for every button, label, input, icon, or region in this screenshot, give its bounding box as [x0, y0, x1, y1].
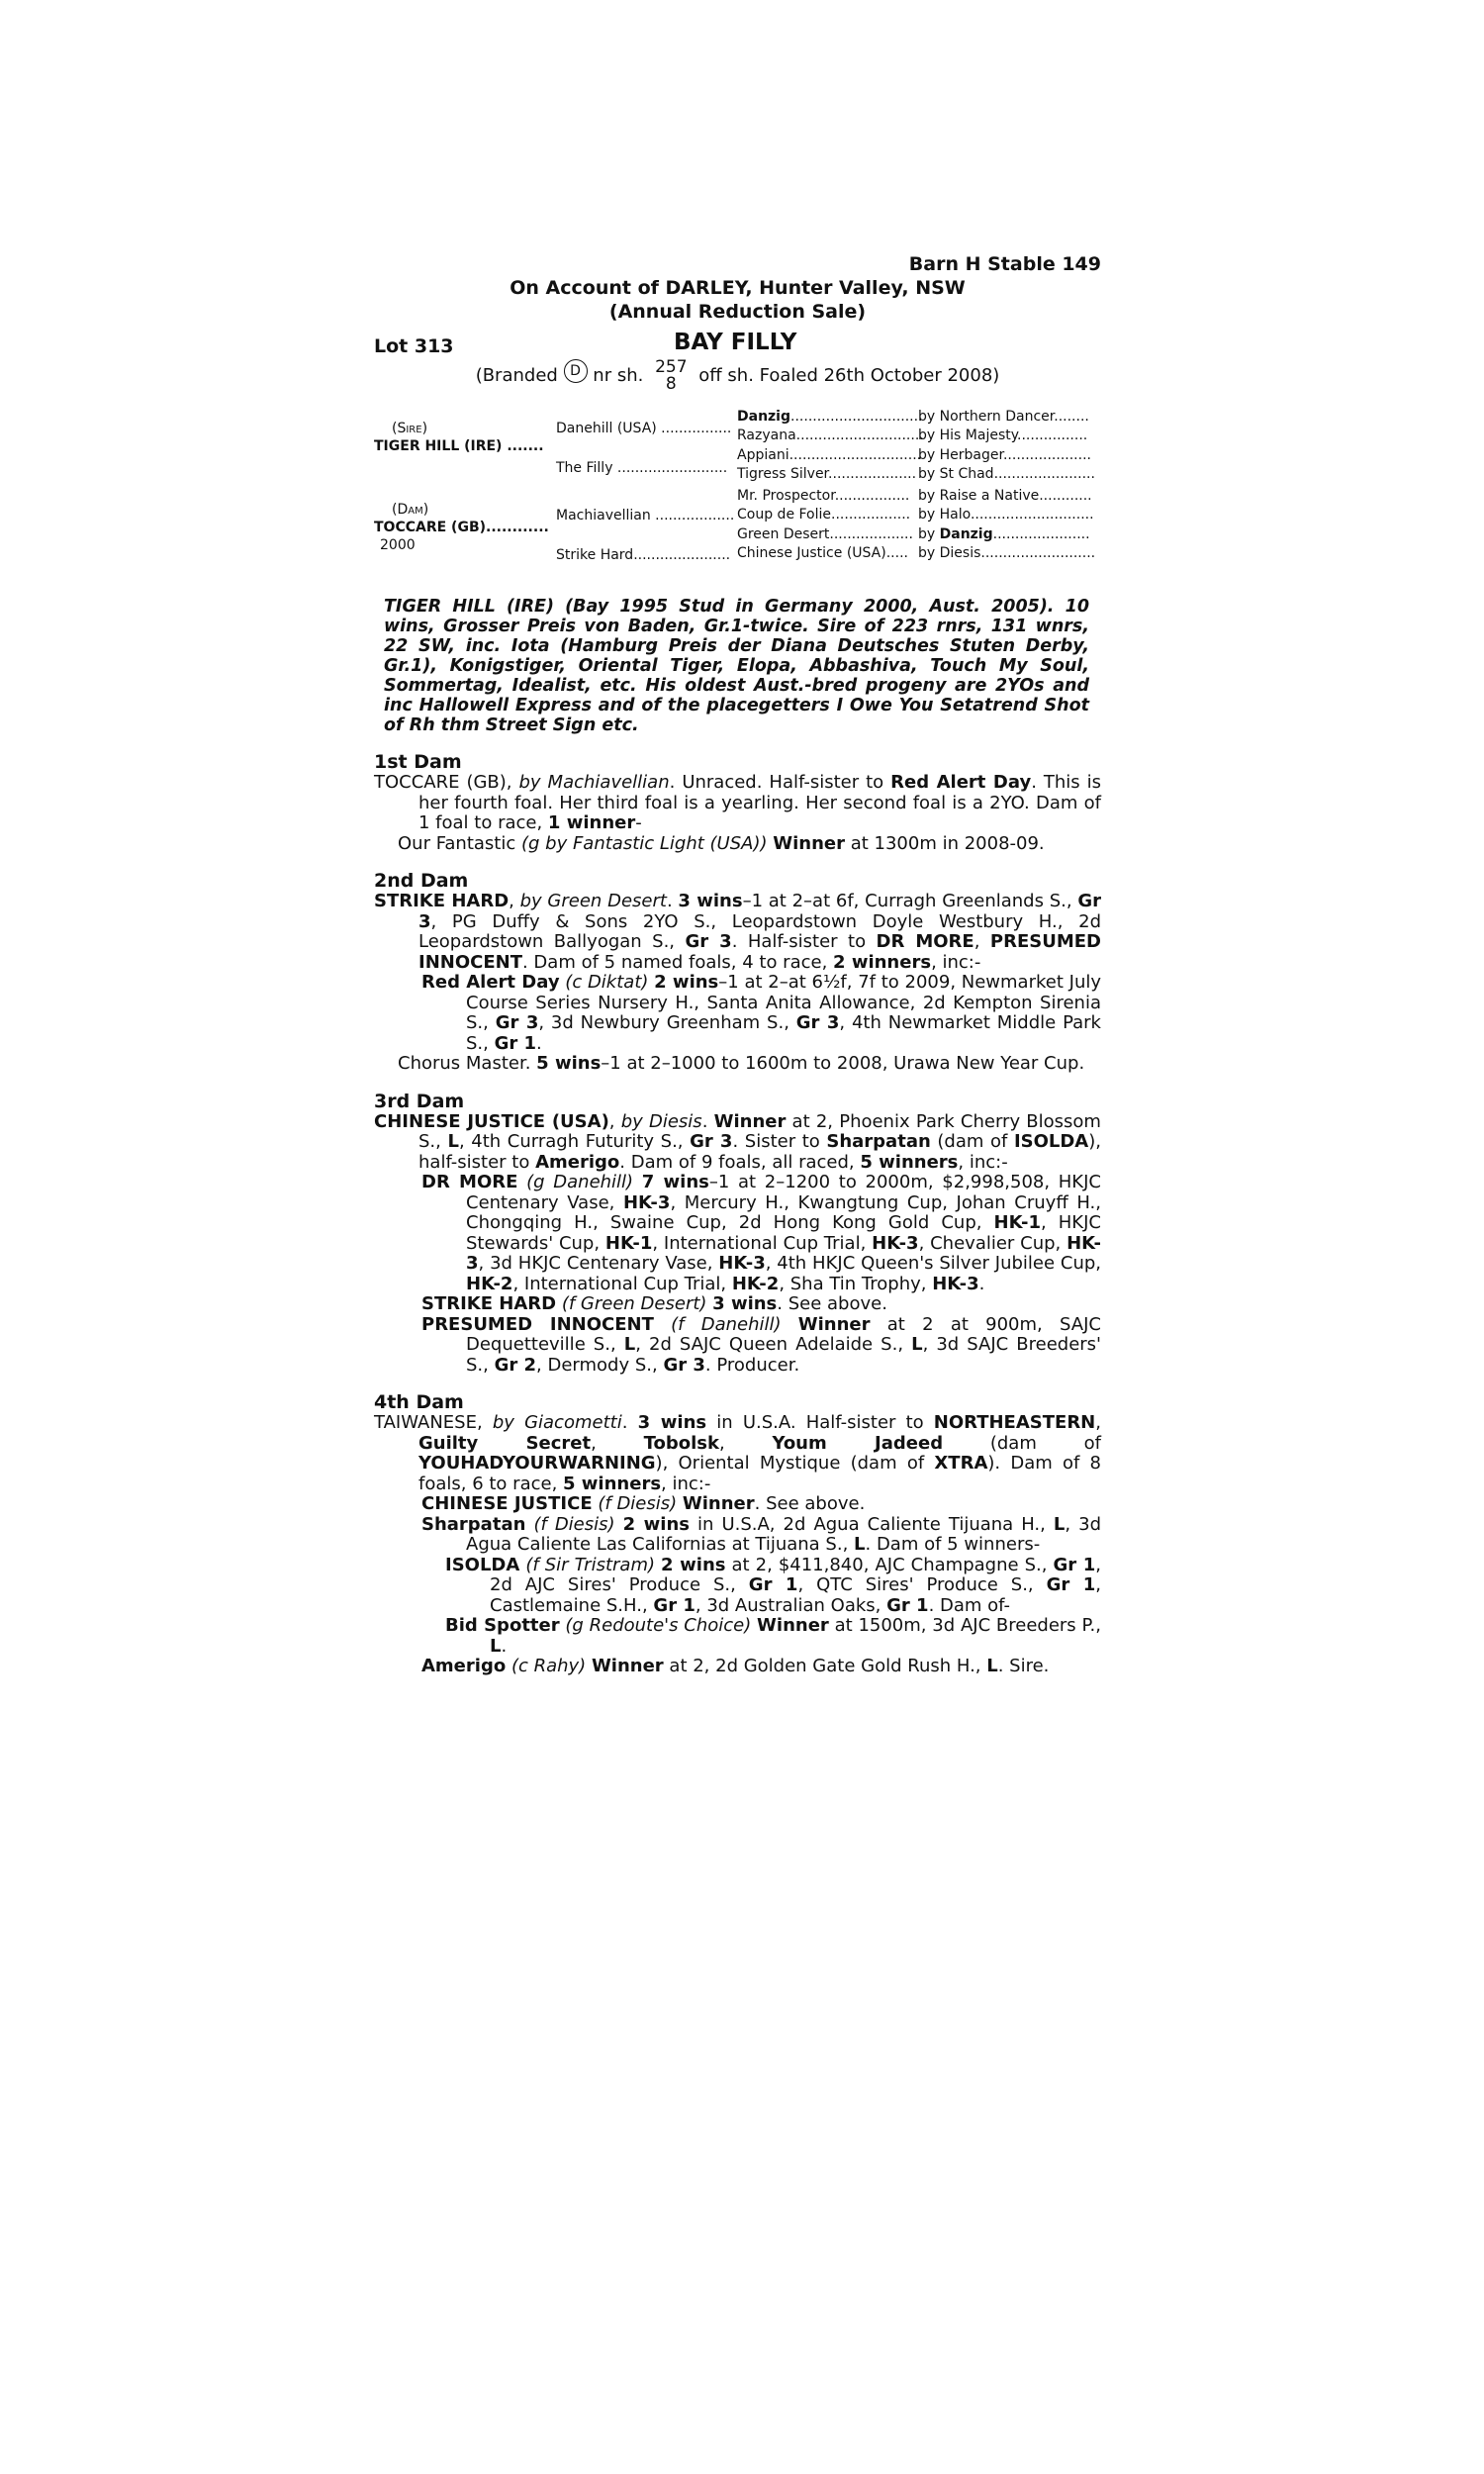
brand-prefix: (Branded	[475, 365, 558, 386]
italic-text: (f Diesis)	[533, 1513, 615, 1535]
text-run: , International Cup Trial,	[512, 1273, 732, 1294]
ggp-1	[737, 409, 923, 425]
text-run	[654, 1314, 671, 1335]
text-run: , 2d AJC Sires' Produce S.,	[490, 1554, 1101, 1595]
text-run: . Producer.	[704, 1354, 800, 1376]
pedigree-entry	[374, 1315, 1101, 1377]
horse-name: Tigress Silver	[737, 466, 829, 482]
text-run: TAIWANESE,	[374, 1412, 493, 1433]
bold-text: Winner	[682, 1493, 755, 1514]
text-run: , Castlemaine S.H.,	[490, 1574, 1101, 1616]
text-run: ). Dam of 8 foals, 6 to race,	[418, 1453, 1101, 1494]
bold-text: Winner	[773, 832, 845, 854]
ggp-sire-7	[918, 526, 1090, 542]
bold-text: 5 winners	[860, 1151, 959, 1173]
horse-name: Raise a Native	[939, 488, 1040, 504]
bold-text: Youm Jadeed	[772, 1432, 944, 1454]
dam-name: TOCCARE (GB)............	[374, 520, 549, 535]
leader-dots: ..............................	[788, 447, 922, 463]
italic-text: (f Sir Tristram)	[525, 1554, 656, 1575]
bold-text: ISOLDA	[1013, 1131, 1089, 1152]
bold-text: HK-2	[466, 1273, 513, 1294]
bold-text: 3 wins	[637, 1412, 707, 1433]
text-run: at 1300m in 2008-09.	[845, 832, 1045, 854]
text-run: ,	[974, 931, 990, 952]
text-run: .	[701, 1110, 714, 1132]
ggp-sire-4	[918, 466, 1095, 482]
text-run: at 2 at 900m, SAJC Dequetteville S.,	[466, 1313, 1101, 1355]
sire-label: (Sire)	[392, 421, 428, 436]
brand-fraction	[655, 359, 687, 393]
bold-text: Gr 1	[886, 1594, 929, 1616]
horse-name: Northern Dancer	[939, 409, 1055, 425]
bold-text: Gr 1	[748, 1574, 798, 1595]
bold-text: NORTHEASTERN	[933, 1412, 1096, 1433]
text-run: . This is her fourth foal. Her third foal is a yearling. Her second foal is a 2YO. Dam of 1 foal to race,	[418, 772, 1102, 833]
bold-text: Winner	[591, 1656, 664, 1676]
pedigree-entry	[374, 1494, 1101, 1515]
text-run: . Unraced. Half-sister to	[669, 772, 891, 793]
text-run: , Dermody S.,	[536, 1354, 664, 1376]
bold-text: L	[854, 1534, 866, 1555]
by-prefix: by	[918, 507, 940, 523]
bold-text: Winner	[797, 1313, 871, 1335]
brand-mid: nr sh.	[593, 365, 644, 386]
text-run: in U.S.A. Half-sister to	[706, 1412, 934, 1433]
text-run: .	[666, 891, 679, 911]
brand-line	[374, 359, 1101, 403]
italic-text: by Machiavellian	[518, 772, 670, 793]
lot-line	[374, 330, 1101, 359]
brand-circle-mark: D	[564, 359, 588, 383]
pedigree-entry	[374, 892, 1101, 973]
bold-text: 2 winners	[833, 951, 932, 973]
bold-text: STRIKE HARD	[374, 891, 510, 911]
text-run: (dam of	[943, 1432, 1101, 1454]
text-run: .	[621, 1412, 638, 1433]
italic-text: by Giacometti	[492, 1412, 622, 1433]
pedigree-entry	[374, 773, 1101, 834]
bold-text: HK-3	[466, 1232, 1101, 1274]
bold-text: HK-3	[932, 1273, 979, 1294]
text-run	[615, 1514, 623, 1535]
text-run: . Dam of 5 winners-	[865, 1534, 1041, 1555]
text-run: at 2, 2d Golden Gate Gold Rush H.,	[663, 1656, 987, 1676]
pedigree-entry	[374, 1657, 1101, 1677]
bold-text: Amerigo	[421, 1656, 507, 1676]
leader-dots: ............	[1039, 488, 1092, 504]
text-run: . Dam of 5 named foals, 4 to race,	[521, 951, 834, 973]
lot-number: Lot 313	[374, 335, 454, 357]
leader-dots: .......................	[993, 466, 1095, 482]
leader-dots: .....	[885, 545, 908, 561]
italic-text: (g Redoute's Choice)	[565, 1615, 752, 1636]
ggp-4	[737, 466, 916, 482]
by-prefix: by	[918, 466, 940, 482]
bold-text: CHINESE JUSTICE	[421, 1493, 593, 1514]
text-run: , 3d Newbury Greenham S.,	[538, 1012, 796, 1033]
bold-text: YOUHADYOURWARNING	[418, 1453, 656, 1474]
text-run: ,	[718, 1432, 773, 1454]
barn-stable: Barn H Stable 149	[908, 253, 1101, 275]
dam-label: (Dam)	[392, 502, 429, 518]
ggp-8	[737, 545, 908, 561]
horse-name: St Chad	[939, 466, 994, 482]
ggp-sire-8	[918, 545, 1095, 561]
leader-dots: ....................	[828, 466, 917, 482]
bold-text: STRIKE HARD	[421, 1293, 557, 1314]
bold-text: 1 winner	[547, 812, 636, 833]
leader-dots: ................	[1017, 428, 1088, 443]
leader-dots: ..............................	[790, 409, 923, 425]
dam-lines	[374, 751, 1101, 1677]
italic-text: (g Danehill)	[526, 1172, 634, 1192]
text-run: in U.S.A, 2d Agua Caliente Tijuana H.,	[690, 1513, 1054, 1535]
bold-text: Gr 1	[653, 1594, 696, 1616]
text-run: , International Cup Trial,	[652, 1232, 873, 1254]
text-run: ,	[1095, 1412, 1101, 1433]
bold-text: HK-3	[872, 1232, 919, 1254]
italic-text: (f Green Desert)	[561, 1293, 707, 1314]
text-run: Chorus Master.	[398, 1053, 537, 1074]
ggp-sire-5	[918, 488, 1092, 504]
by-prefix: by	[918, 447, 940, 463]
bold-text: Gr 3	[685, 931, 732, 952]
bold-text: Winner	[757, 1615, 829, 1636]
pedigree-entry	[374, 1112, 1101, 1174]
bold-text: Gr 3	[795, 1012, 840, 1033]
bold-text: Gr 3	[495, 1012, 539, 1033]
bold-text: L	[986, 1656, 998, 1676]
horse-name: Appiani	[737, 447, 789, 463]
grandsire-2: The Filly .........................	[556, 460, 728, 476]
text-run: ), Oriental Mystique (dam of	[655, 1453, 935, 1474]
brand-suffix: off sh. Foaled 26th October 2008)	[698, 365, 1000, 386]
bold-text: HK-1	[604, 1232, 653, 1254]
text-run: , 3d Agua Caliente Las Californias at Tijuana S.,	[466, 1513, 1102, 1555]
section-heading: 3rd Dam	[374, 1090, 465, 1112]
text-run: –1 at 2–1200 to 2000m, $2,998,508, HKJC Centenary Vase,	[466, 1172, 1101, 1213]
text-run: .	[978, 1273, 985, 1294]
bold-text: 3 wins	[712, 1293, 778, 1314]
text-run	[517, 1172, 526, 1192]
text-run: –1 at 2–at 6f, Curragh Greenlands S.,	[742, 891, 1078, 911]
text-run: .	[501, 1635, 508, 1657]
text-run: , inc:-	[931, 951, 981, 973]
text-run: ), half-sister to	[418, 1131, 1101, 1173]
leader-dots: ....................	[1002, 447, 1091, 463]
horse-name: Green Desert	[737, 526, 830, 542]
grandsire-3: Machiavellian ..................	[556, 508, 735, 523]
bold-text: Gr 1	[1053, 1554, 1096, 1575]
bold-text: L	[1053, 1513, 1066, 1535]
text-run: at 2, $411,840, AJC Champagne S.,	[725, 1554, 1054, 1575]
text-run: ,	[591, 1432, 644, 1454]
bold-text: Gr 3	[418, 891, 1101, 932]
bold-text: L	[490, 1635, 502, 1657]
bold-text: Gr 1	[1046, 1574, 1096, 1595]
ggp-2	[737, 428, 924, 443]
text-run: -	[635, 812, 642, 833]
by-prefix: by	[918, 526, 940, 542]
section-heading: 4th Dam	[374, 1391, 464, 1413]
text-run: , Chevalier Cup,	[918, 1232, 1067, 1254]
ggp-7	[737, 526, 913, 542]
bold-text: 5 winners	[563, 1473, 662, 1494]
bold-text: DR MORE	[421, 1172, 518, 1192]
bold-text: Sharpatan	[826, 1131, 931, 1152]
text-run: . Dam of 9 foals, all raced,	[619, 1151, 861, 1173]
bold-text: ISOLDA	[445, 1554, 520, 1575]
text-run: , 3d HKJC Centenary Vase,	[478, 1253, 719, 1274]
bold-text: Tobolsk	[643, 1432, 719, 1454]
text-run: .	[536, 1032, 542, 1054]
italic-text: by Green Desert	[519, 891, 667, 911]
bold-text: L	[447, 1131, 459, 1152]
text-run: , 4th HKJC Queen's Silver Jubilee Cup,	[765, 1253, 1102, 1274]
leader-dots: ............................	[970, 507, 1094, 523]
ggp-5	[737, 488, 909, 504]
grandsire-1: Danehill (USA) ................	[556, 421, 732, 436]
bold-text: Red Alert Day	[890, 772, 1032, 793]
dam-year: 2000	[380, 537, 416, 553]
bold-text: Gr 3	[690, 1131, 733, 1152]
text-run: , Mercury H., Kwangtung Cup, Johan Cruyff H., Chongqing H., Swaine Cup, 2d Hong Kong Gold Cup,	[466, 1191, 1101, 1233]
pedigree-entry	[374, 1556, 1101, 1617]
vendor-account: On Account of DARLEY, Hunter Valley, NSW	[510, 277, 966, 299]
bold-text: CHINESE JUSTICE (USA)	[374, 1110, 609, 1132]
section-heading: 1st Dam	[374, 751, 462, 773]
leader-dots: .............................	[795, 428, 924, 443]
sire-summary: TIGER HILL (IRE) (Bay 1995 Stud in Germany 2000, Aust. 2005). 10 wins, Grosser Preis von Baden, Gr.1-twice. Sire of 223 rnrs, 131 wnrs, 22 SW, inc. Iota (Hamburg Preis der Diana Deutsches Stuten Derby, Gr.1), Konigstiger, Oriental Tiger, Elopa, Abbashiva, Touch My Soul, Sommertag, Idealist, etc. His oldest Aust.-bred progeny are 2YOs and inc Hallowell Express and of the placegetters I Owe You Setatrend Shot of Rh thm Street Sign etc.	[384, 597, 1089, 735]
text-run: . Dam of-	[928, 1594, 1011, 1616]
text-run: , QTC Sires' Produce S.,	[797, 1574, 1047, 1595]
leader-dots: ...................	[829, 526, 913, 542]
text-run: . Sister to	[732, 1131, 827, 1152]
bold-text: HK-3	[622, 1191, 671, 1213]
bold-text: 7 wins	[641, 1172, 709, 1192]
ggp-6	[737, 507, 910, 523]
bold-text: XTRA	[934, 1453, 988, 1474]
by-prefix: by	[918, 428, 940, 443]
leader-dots: ..................	[831, 507, 911, 523]
brand-frac-top: 257	[655, 357, 688, 377]
text-run: , Sha Tin Trophy,	[779, 1273, 933, 1294]
bold-text: PRESUMED INNOCENT	[418, 931, 1101, 973]
grandsire-4: Strike Hard......................	[556, 547, 731, 563]
text-run: –1 at 2–at 6½f, 7f to 2009, Newmarket July Course Series Nursery H., Santa Anita Allowance, 2d Kempton Sirenia S.,	[466, 972, 1102, 1033]
text-run: , inc:-	[661, 1473, 711, 1494]
by-prefix: by	[918, 545, 940, 561]
pedigree-table	[374, 409, 1101, 577]
pedigree-entry	[374, 1616, 1101, 1657]
text-run: at 1500m, 3d AJC Breeders P.,	[828, 1615, 1101, 1636]
text-run: ,	[509, 891, 520, 911]
pedigree-entry	[374, 1173, 1101, 1294]
bold-text: Sharpatan	[421, 1513, 526, 1535]
bold-text: Amerigo	[535, 1151, 620, 1173]
horse-name: Coup de Folie	[737, 507, 832, 523]
bold-text: PRESUMED INNOCENT	[421, 1313, 654, 1335]
pedigree-entry	[374, 1413, 1101, 1494]
horse-title: BAY FILLY	[674, 330, 797, 355]
bold-text: Red Alert Day	[421, 972, 560, 993]
bold-text: Guilty Secret	[418, 1432, 592, 1454]
bold-text: 2 wins	[654, 972, 719, 993]
pedigree-entry	[374, 834, 1101, 855]
text-run: , 3d SAJC Breeders' S.,	[466, 1334, 1101, 1376]
by-prefix: by	[918, 488, 940, 504]
horse-name: Diesis	[939, 545, 981, 561]
leader-dots: ..........................	[980, 545, 1096, 561]
text-run: , 4th Newmarket Middle Park S.,	[466, 1012, 1101, 1054]
leader-dots: ......................	[992, 526, 1090, 542]
bold-text: 5 wins	[536, 1053, 602, 1074]
text-run: . Half-sister to	[731, 931, 877, 952]
text-run: . Sire.	[997, 1656, 1050, 1676]
text-run: . See above.	[777, 1293, 887, 1314]
horse-name: Chinese Justice (USA)	[737, 545, 886, 561]
italic-text: by Diesis	[620, 1110, 702, 1132]
pedigree-entry	[374, 1054, 1101, 1075]
text-run	[633, 1172, 642, 1192]
ggp-sire-2	[918, 428, 1087, 443]
pedigree-entry	[374, 973, 1101, 1054]
leader-dots: ........	[1054, 409, 1089, 425]
bold-text: 3 wins	[678, 891, 743, 911]
bold-text: Bid Spotter	[445, 1615, 560, 1636]
bold-text: L	[911, 1334, 923, 1355]
horse-name: Razyana	[737, 428, 796, 443]
text-run: (dam of	[930, 1131, 1014, 1152]
text-run: , inc:-	[958, 1151, 1008, 1173]
catalogue-page	[374, 252, 1101, 1677]
text-run: at 2, Phoenix Park Cherry Blossom S.,	[418, 1110, 1101, 1152]
bold-text: DR MORE	[876, 931, 974, 952]
horse-name: Danzig	[737, 409, 791, 425]
horse-name: Halo	[939, 507, 971, 523]
brand-frac-bottom: 8	[665, 374, 677, 394]
bold-text: Gr 3	[663, 1354, 705, 1376]
bold-text: HK-1	[993, 1212, 1041, 1233]
ggp-sire-1	[918, 409, 1089, 425]
text-run: , 2d SAJC Queen Adelaide S.,	[635, 1334, 912, 1355]
ggp-sire-6	[918, 507, 1094, 523]
pedigree-entry	[374, 1515, 1101, 1556]
text-run: Our Fantastic	[398, 832, 521, 854]
ggp-3	[737, 447, 921, 463]
horse-name: His Majesty	[939, 428, 1018, 443]
horse-name: Danzig	[939, 526, 993, 542]
text-run: –1 at 2–1000 to 1600m to 2008, Urawa New Year Cup.	[601, 1053, 1085, 1074]
section-heading: 2nd Dam	[374, 870, 469, 892]
italic-text: (c Rahy)	[510, 1656, 587, 1676]
ggp-sire-3	[918, 447, 1091, 463]
italic-text: (c Diktat)	[565, 972, 649, 993]
text-run: , 3d Australian Oaks,	[695, 1594, 887, 1616]
pedigree-entry	[374, 1294, 1101, 1315]
text-run: TOCCARE (GB),	[374, 772, 519, 793]
bold-text: 2 wins	[622, 1513, 690, 1535]
text-run: , 4th Curragh Futurity S.,	[458, 1131, 691, 1152]
text-run: , PG Duffy & Sons 2YO S., Leopardstown Doyle Westbury H., 2d Leopardstown Ballyogan S.,	[418, 910, 1101, 952]
bold-text: HK-2	[731, 1273, 780, 1294]
bold-text: Gr 1	[494, 1032, 537, 1054]
sale-name: (Annual Reduction Sale)	[608, 301, 867, 323]
italic-text: (f Danehill)	[671, 1313, 782, 1335]
text-run: ,	[608, 1110, 621, 1132]
leader-dots: .................	[834, 488, 910, 504]
italic-text: (f Diesis)	[598, 1493, 678, 1514]
text-run	[782, 1314, 798, 1335]
horse-name: Mr. Prospector	[737, 488, 835, 504]
bold-text: 2 wins	[661, 1554, 726, 1575]
bold-text: L	[623, 1334, 636, 1355]
text-run: , HKJC Stewards' Cup,	[466, 1212, 1101, 1254]
bold-text: Gr 2	[494, 1354, 537, 1376]
sire-name: TIGER HILL (IRE) .......	[374, 438, 544, 454]
by-prefix: by	[918, 409, 940, 425]
bold-text: HK-3	[718, 1253, 766, 1274]
text-run: . See above.	[754, 1493, 866, 1514]
italic-text: (g by Fantastic Light (USA))	[520, 832, 768, 854]
bold-text: Winner	[713, 1110, 787, 1132]
horse-name: Herbager	[939, 447, 1003, 463]
